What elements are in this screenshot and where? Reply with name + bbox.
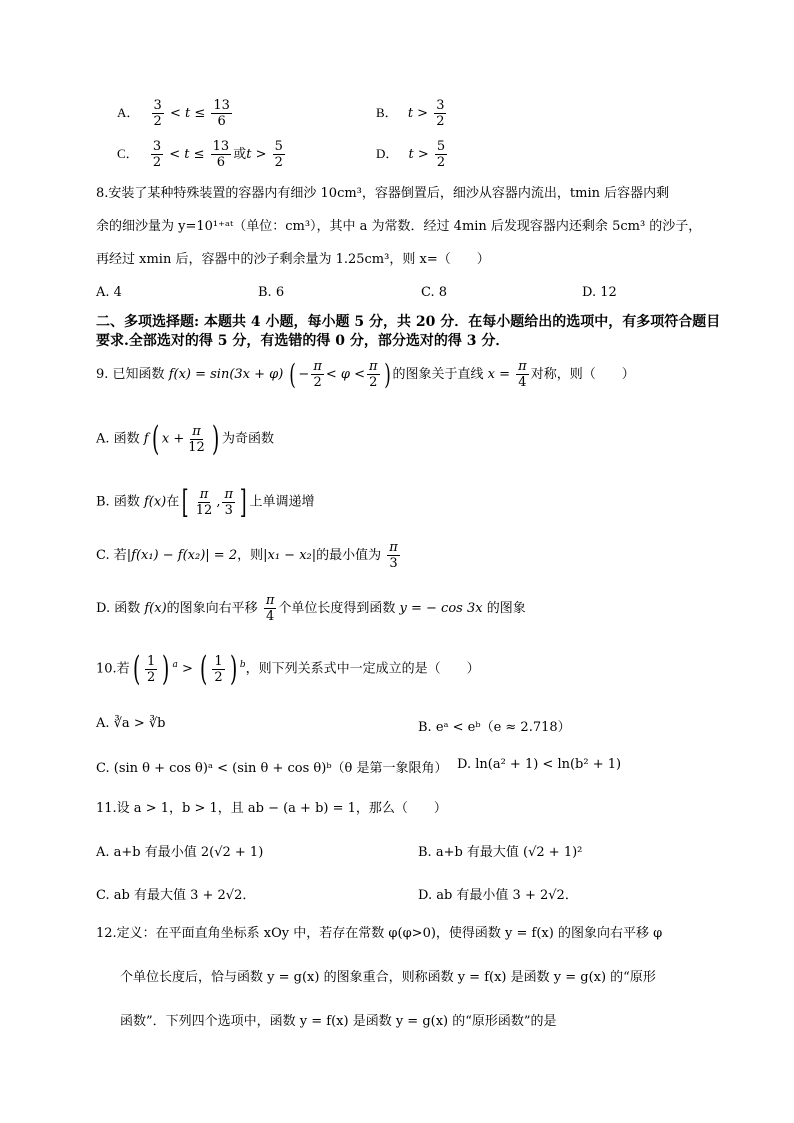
q12-line-1: 12.定义：在平面直角坐标系 xOy 中，若存在常数 φ(φ>0)，使得函数 y = f(x) 的图象向右平移 φ [96,926,663,941]
fraction: $\frac{\pi}{12}$ [195,486,213,518]
q12-line-3: 函数”．下列四个选项中，函数 y = f(x) 是函数 y = g(x) 的“原形函数”的是 [120,1014,557,1029]
fraction: $\frac{\pi}{12}$ [188,423,205,455]
fraction: $\frac{\pi}{2}$ [313,359,322,390]
fraction: $\frac{13}{6}$ [212,139,230,170]
fraction: $\frac{\pi}{4}$ [265,593,275,624]
q8-option-a: A. 4 [96,285,122,300]
q11-option-b: B. a+b 有最大值 (√2 + 1)² [418,845,583,860]
fraction: $\frac{\pi}{3}$ [389,540,398,571]
fraction: $\frac{3}{2}$ [153,98,162,129]
q10-stem: 10.若( $\frac{1}{2}$ ) $^a$ > ( $\frac{1}{2}$ ) $^b$，则下列关系式中一定成立的是（ ） [96,649,480,689]
q8-line-3: 再经过 xmin 后，容器中的沙子剩余量为 1.25cm³，则 x=（ ） [96,252,490,267]
q8-option-d: D. 12 [582,285,617,300]
q10-option-a: A. ∛a > ∛b [96,716,166,731]
fraction: $\frac{3}{2}$ [436,98,445,129]
q9-option-d: D. 函数 f(x)的图象向右平移 $\frac{\pi}{4}$ 个单位长度得到函数 y = − cos 3x 的图象 [96,593,526,624]
fraction: $\frac{5}{2}$ [274,139,283,170]
fraction: $\frac{\pi}{4}$ [518,359,527,390]
q7-option-b: B． t > $\frac{3}{2}$ [376,98,445,129]
fraction: $\frac{\pi}{2}$ [369,359,378,390]
q11-option-c: C. ab 有最大值 3 + 2√2． [96,888,256,903]
fraction: $\frac{5}{2}$ [436,139,446,170]
q10-option-c: C. (sin θ + cos θ)ᵃ < (sin θ + cos θ)ᵇ（θ 是第一象限角） [96,761,448,776]
q7-option-a: A． $\frac{3}{2}$ < t ≤ $\frac{13}{6}$ [117,98,230,129]
q10-option-d: D. ln(a² + 1) < ln(b² + 1) [457,757,622,772]
q8-option-c: C. 8 [421,285,448,300]
q8-line-1: 8.安装了某种特殊装置的容器内有细沙 10cm³，容器倒置后，细沙从容器内流出，tmin 后容器内剩 [96,186,670,201]
q9-option-c: C. 若|f(x₁) − f(x₂)| = 2，则|x₁ − x₂|的最小值为 $\frac{\pi}{3}$ [96,540,398,571]
q12-line-2: 个单位长度后，恰与函数 y = g(x) 的图象重合，则称函数 y = f(x) 是函数 y = g(x) 的“原形 [120,970,656,985]
fraction: $\frac{13}{6}$ [213,98,230,129]
fraction: $\frac{\pi}{3}$ [224,486,233,518]
q11-option-d: D. ab 有最小值 3 + 2√2． [418,888,578,903]
q11-option-a: A. a+b 有最小值 2(√2 + 1) [96,845,264,860]
q11-stem: 11.设 a > 1，b > 1，且 ab − (a + b) = 1，那么（ ） [96,801,447,816]
q7-option-d: D． t > $\frac{5}{2}$ [376,139,446,170]
q9-stem: 9. 已知函数 f(x) = sin(3x + φ) ( − $\frac{\pi}{2}$ < φ < $\frac{\pi}{2}$ ) 的图象关于直线 x = $\frac{\pi}{4}$ 对称，则（ ） [96,357,635,391]
section-2-line-1: 二、多项选择题: 本题共 4 小题，每小题 5 分，共 20 分．在每小题给出的选项中，有多项符合题目 [96,314,721,330]
fraction: $\frac{1}{2}$ [214,653,223,685]
fraction: $\frac{1}{2}$ [146,653,156,685]
fraction: $\frac{3}{2}$ [152,139,162,170]
q7-option-c: C． $\frac{3}{2}$ < t ≤ $\frac{13}{6}$ 或t > $\frac{5}{2}$ [117,139,283,170]
q8-line-2: 余的细沙量为 y=10¹⁺ᵃᵗ（单位：cm³），其中 a 为常数．经过 4min 后发现容器内还剩余 5cm³ 的沙子， [96,219,702,234]
section-2-line-2: 要求.全部选对的得 5 分，有选错的得 0 分，部分选对的得 3 分． [96,333,510,349]
q10-option-b: B. eᵃ < eᵇ（e ≈ 2.718） [418,720,571,735]
q9-option-a: A. 函数 f( x + $\frac{\pi}{12}$ ) 为奇函数 [96,419,275,459]
q9-option-b: B. 函数 f(x)在[ $\frac{\pi}{12}$ , $\frac{\pi}{3}$ ] 上单调递增 [96,483,315,521]
q8-option-b: B. 6 [258,285,285,300]
